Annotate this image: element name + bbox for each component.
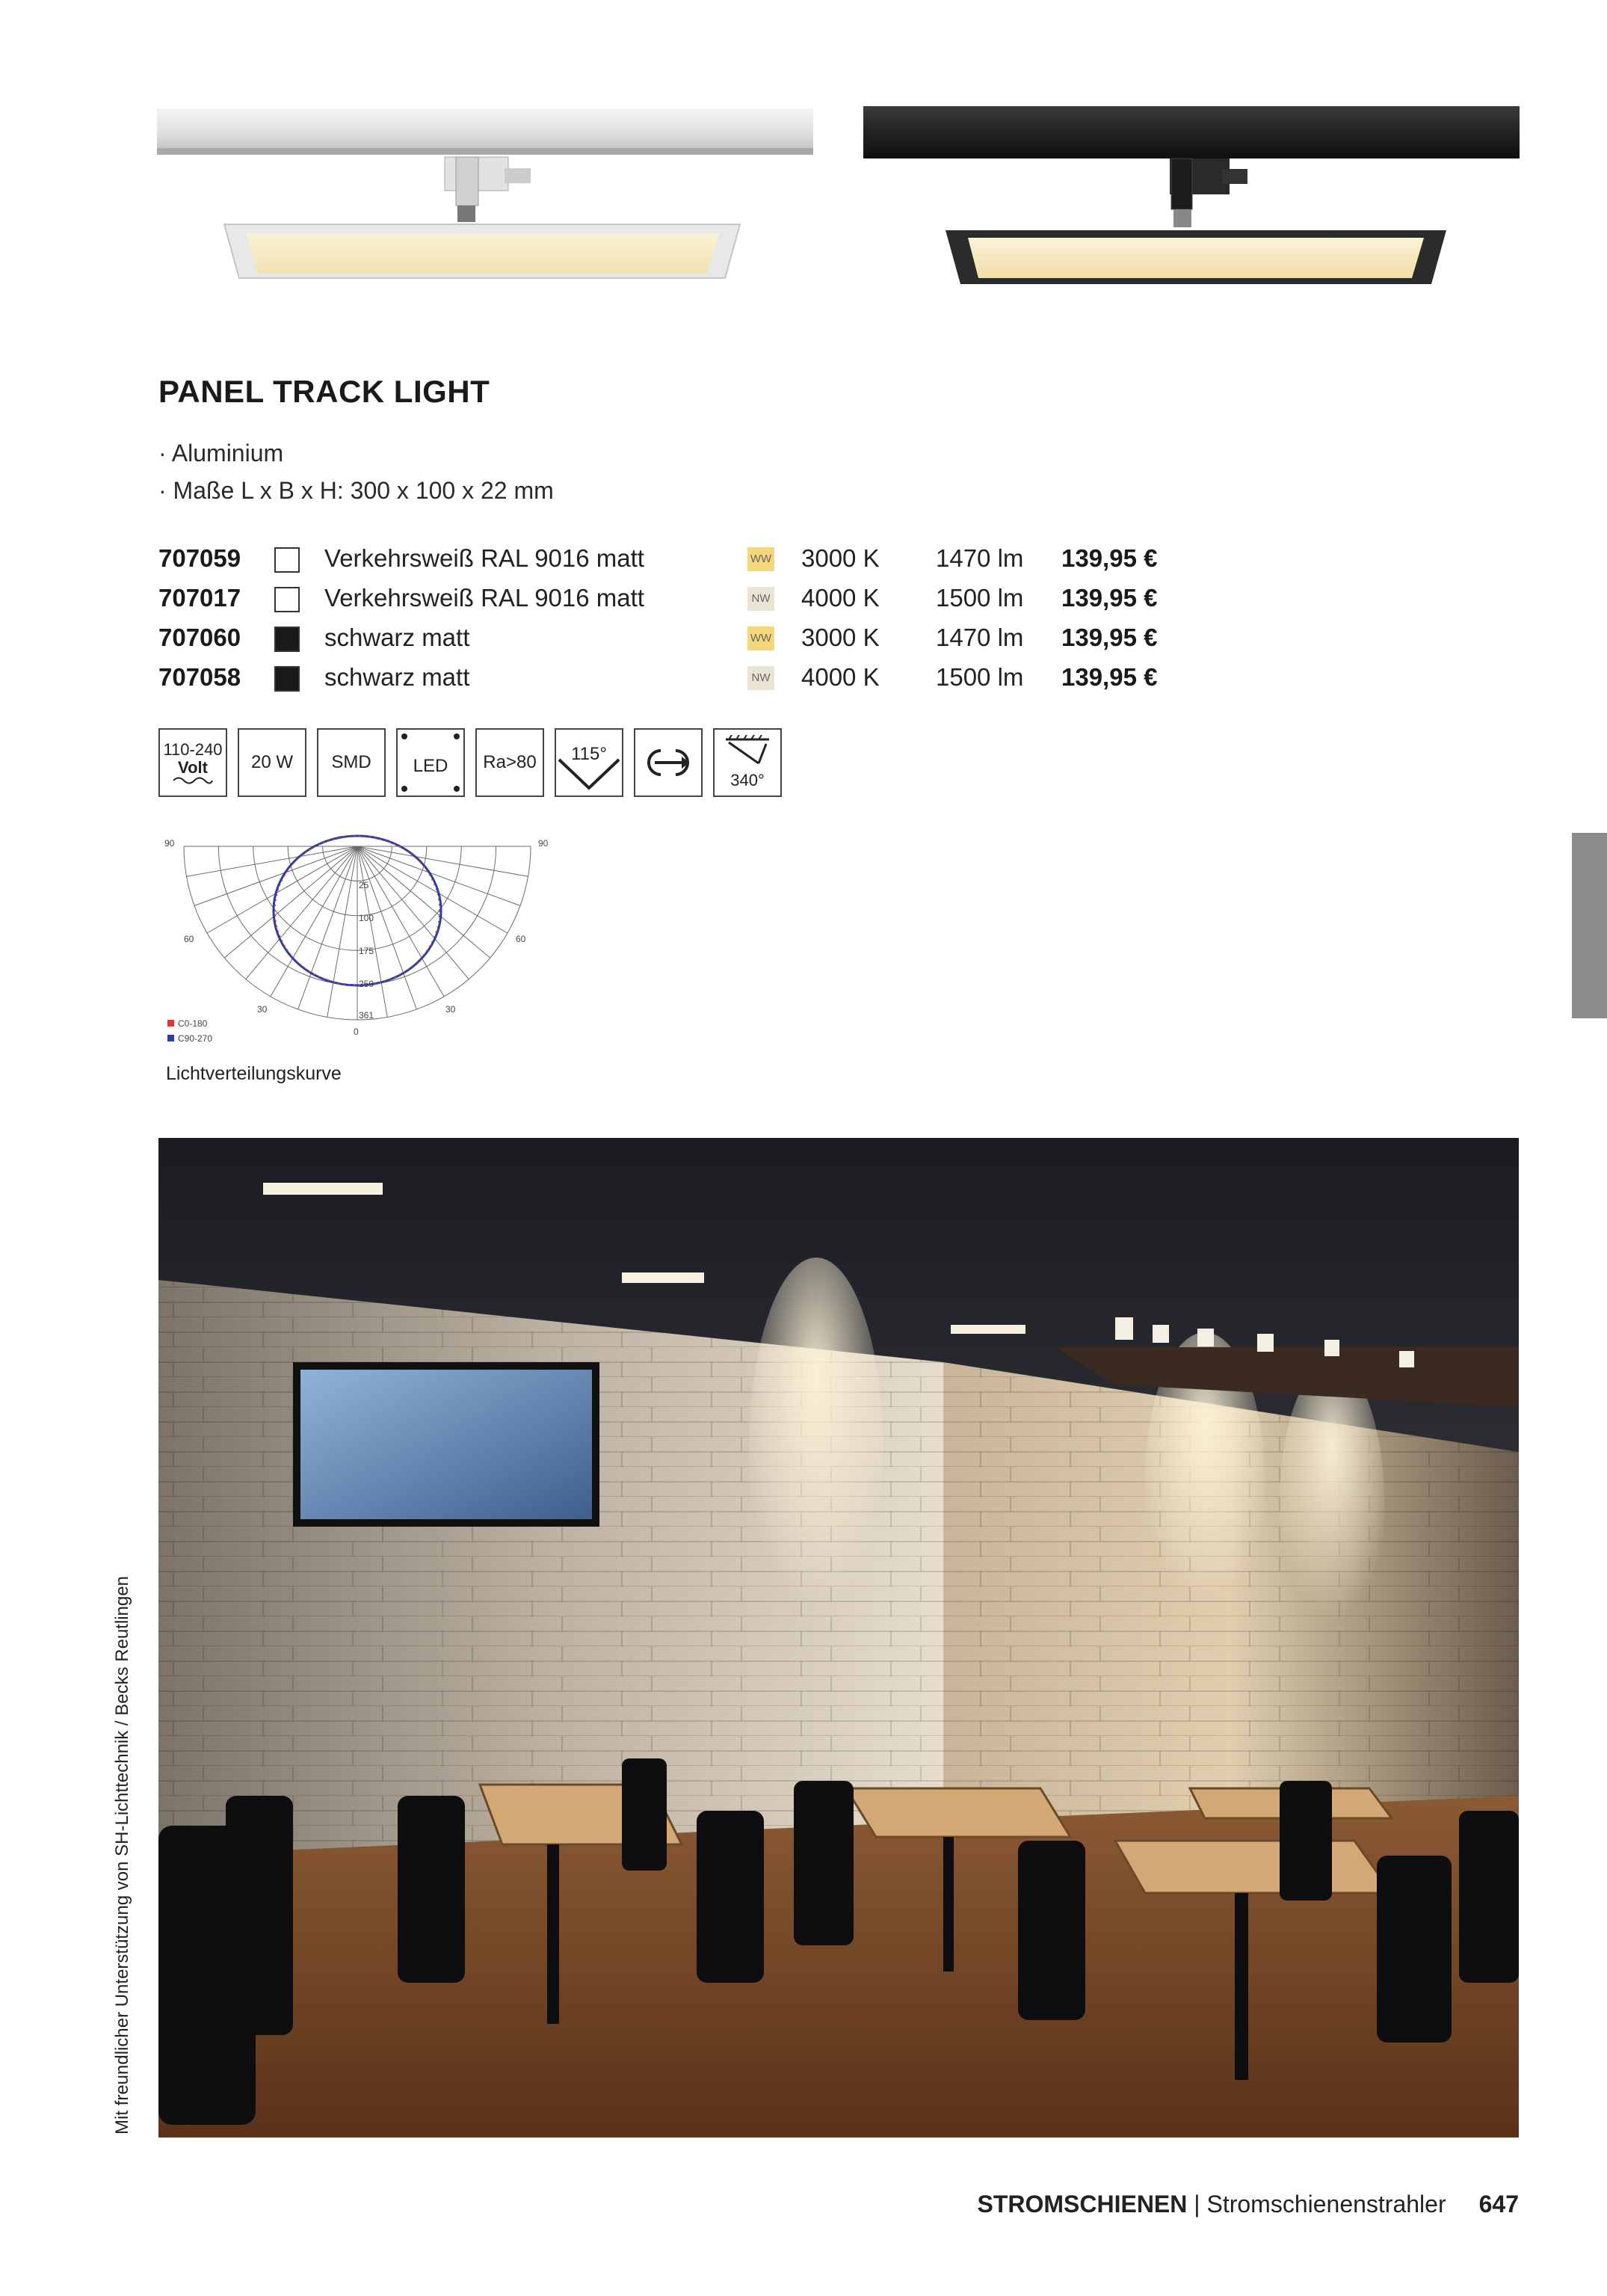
light-color-tag: NW — [747, 587, 774, 611]
variant-row — [158, 659, 1205, 696]
variant-row — [158, 540, 1205, 577]
light-color-tag: WW — [747, 547, 774, 571]
light-color-tag: WW — [747, 627, 774, 650]
color-name: schwarz matt — [324, 624, 470, 651]
color-swatch — [274, 547, 300, 573]
radial-label-250: 250 — [359, 979, 374, 989]
footer-subsection: Stromschienenstrahler — [1206, 2191, 1446, 2217]
variant-row — [158, 619, 1205, 656]
luminous-flux: 1470 lm — [936, 624, 1024, 651]
legend-swatch-c90-270 — [167, 1035, 174, 1041]
price: 139,95 € — [1061, 624, 1158, 651]
photo-credit: Mit freundlicher Unterstützung von SH-Lichttechnik / Becks Reutlingen — [112, 1575, 132, 2135]
tilt-label: 340° — [730, 771, 765, 790]
article-number: 707017 — [158, 584, 241, 612]
voltage-icon — [158, 728, 227, 797]
color-swatch — [274, 587, 300, 612]
color-temperature: 4000 K — [801, 584, 880, 612]
smd-label: SMD — [331, 752, 371, 772]
restaurant-photo — [158, 1138, 1519, 2138]
led-label: LED — [413, 756, 448, 776]
price: 139,95 € — [1061, 584, 1158, 612]
beam-angle-label: 115° — [571, 744, 607, 764]
footer-separator: | — [1187, 2191, 1207, 2217]
luminous-flux: 1500 lm — [936, 584, 1024, 612]
angle-label-60-right: 60 — [516, 934, 526, 944]
luminous-flux: 1500 lm — [936, 663, 1024, 691]
section-side-tab — [1572, 833, 1607, 1018]
price: 139,95 € — [1061, 663, 1158, 691]
light-color-tag: NW — [747, 666, 774, 690]
color-name: Verkehrsweiß RAL 9016 matt — [324, 584, 644, 612]
voltage-range: 110-240 — [163, 739, 223, 759]
page-footer — [977, 2191, 1519, 2218]
radial-label-25: 25 — [359, 880, 369, 890]
price: 139,95 € — [1061, 544, 1158, 572]
power-value: 20 W — [250, 752, 293, 772]
color-temperature: 3000 K — [801, 544, 880, 572]
article-number: 707059 — [158, 544, 241, 572]
legend-swatch-c0-180 — [167, 1020, 174, 1027]
radial-label-175: 175 — [359, 946, 374, 956]
light-distribution-chart — [155, 833, 559, 1057]
angle-label-90-right: 90 — [538, 838, 549, 849]
variant-row — [158, 579, 1205, 617]
article-number: 707060 — [158, 624, 241, 651]
radial-label-361: 361 — [359, 1010, 374, 1021]
page-number: 647 — [1478, 2191, 1519, 2217]
cri-icon — [475, 728, 544, 797]
tilt-icon — [713, 728, 782, 797]
angle-label-0: 0 — [354, 1027, 359, 1037]
led-icon — [396, 728, 465, 797]
color-name: Verkehrsweiß RAL 9016 matt — [324, 544, 644, 572]
cri-label: Ra>80 — [483, 752, 537, 772]
angle-label-60-left: 60 — [184, 934, 194, 944]
color-temperature: 4000 K — [801, 663, 880, 691]
smd-icon — [317, 728, 386, 797]
chart-caption: Lichtverteilungskurve — [166, 1063, 342, 1084]
legend-label-c90-270: C90-270 — [178, 1033, 213, 1044]
angle-label-30-left: 30 — [257, 1004, 268, 1015]
color-temperature: 3000 K — [801, 624, 880, 651]
luminous-flux: 1470 lm — [936, 544, 1024, 572]
angle-label-30-right: 30 — [445, 1004, 456, 1015]
product-photo-white — [157, 105, 815, 344]
color-swatch — [274, 666, 300, 692]
feature-dimensions: · Maße L x B x H: 300 x 100 x 22 mm — [158, 477, 554, 504]
polar-grid — [184, 846, 531, 1020]
footer-section: STROMSCHIENEN — [977, 2191, 1188, 2217]
product-photo-black — [863, 105, 1521, 344]
beam-angle-icon — [555, 728, 623, 797]
angle-label-90-left: 90 — [164, 838, 175, 849]
legend-label-c0-180: C0-180 — [178, 1018, 208, 1029]
voltage-unit: Volt — [178, 758, 208, 777]
article-number: 707058 — [158, 663, 241, 691]
power-icon — [238, 728, 306, 797]
rotate-icon — [634, 728, 703, 797]
color-swatch — [274, 627, 300, 652]
color-name: schwarz matt — [324, 663, 470, 691]
radial-label-100: 100 — [359, 913, 374, 923]
product-title: PANEL TRACK LIGHT — [158, 374, 490, 409]
feature-material: · Aluminium — [158, 440, 284, 467]
